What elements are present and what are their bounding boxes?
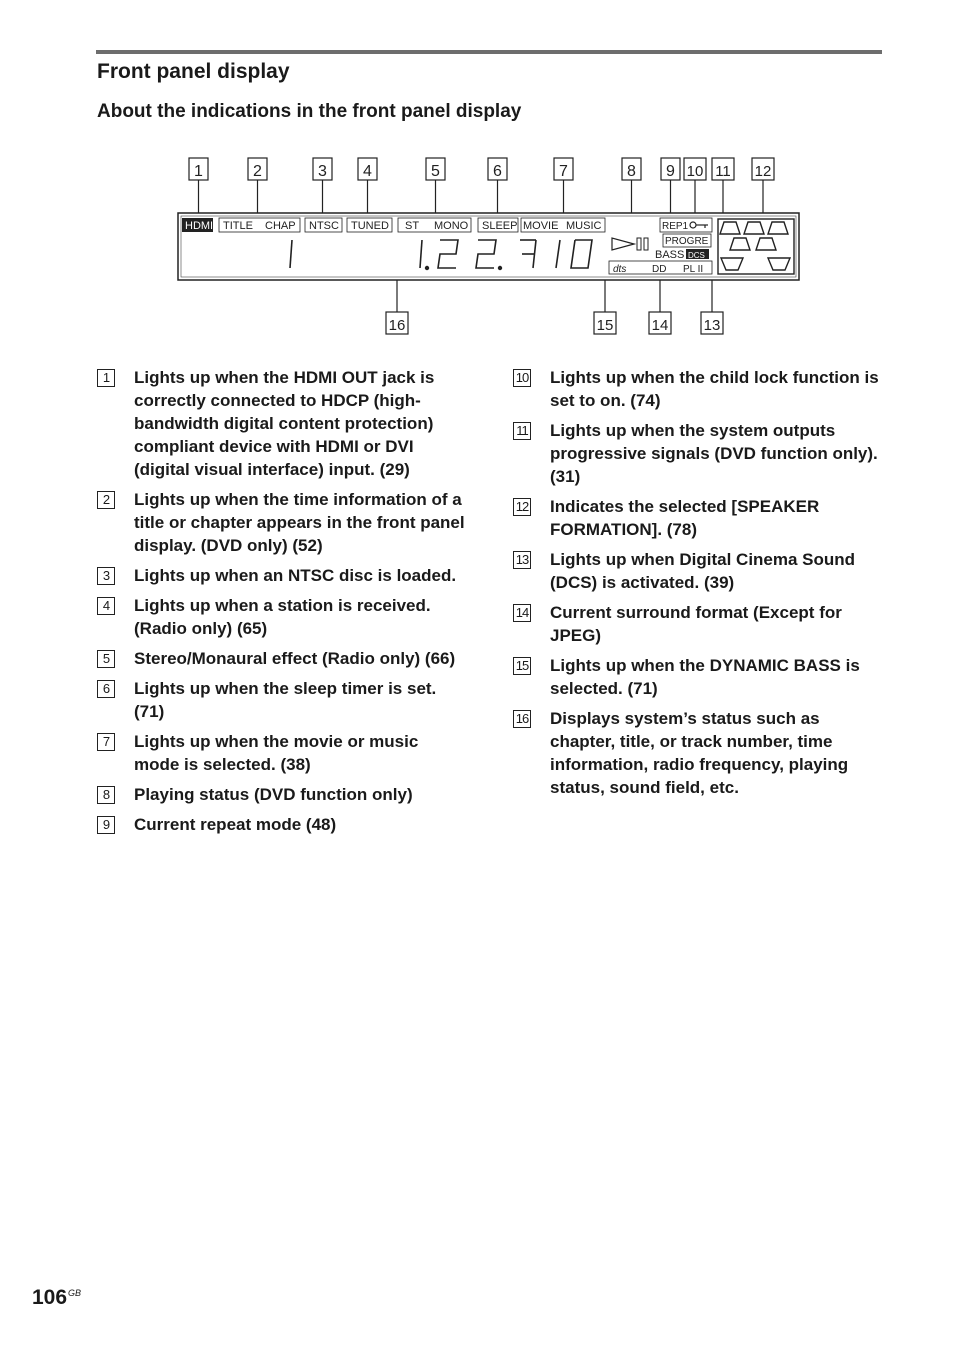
item-text: Lights up when the child lock function is set to on. (74) — [550, 368, 879, 410]
callout-label-13: 13 — [703, 317, 721, 334]
item-text: Lights up when Digital Cinema Sound (DCS) is activated. (39) — [550, 550, 856, 592]
callout-label-16: 16 — [388, 317, 406, 334]
item-text: Current surround format (Except for JPEG) — [550, 603, 842, 645]
music-indicator: MUSIC — [566, 220, 602, 232]
item-text: Stereo/Monaural effect (Radio only) (66) — [134, 649, 456, 668]
item-number: 11 — [513, 422, 531, 440]
item-text: Lights up when the DYNAMIC BASS is selected. (71) — [550, 656, 860, 698]
item-text: Lights up when the time information of a title or chapter appears in the front panel display. (DVD only) (52) — [134, 490, 465, 555]
callout-label-2: 2 — [253, 163, 262, 180]
item-number: 2 — [97, 491, 115, 509]
callout-label-4: 4 — [363, 163, 372, 180]
item-number: 7 — [97, 733, 115, 751]
item-text: Lights up when the system outputs progressive signals (DVD function only). (31) — [550, 421, 878, 486]
item-number: 13 — [513, 551, 531, 569]
hdmi-indicator: HDMI — [185, 220, 214, 232]
callout-label-10: 10 — [686, 163, 704, 180]
list-item — [513, 707, 883, 799]
movie-indicator: MOVIE — [523, 220, 559, 232]
section-title: Front panel display — [97, 60, 290, 83]
item-text: Lights up when a station is received. (Radio only) (65) — [134, 596, 431, 638]
list-item — [513, 419, 883, 488]
surround-dd-indicator: DD — [652, 264, 667, 275]
list-item — [97, 783, 467, 806]
subsection-title: About the indications in the front panel display — [97, 101, 522, 122]
item-number: 4 — [97, 597, 115, 615]
page-suffix: GB — [68, 1288, 82, 1298]
front-panel-diagram — [0, 0, 954, 350]
title-indicator: TITLE — [223, 220, 253, 232]
callout-label-14: 14 — [651, 317, 669, 334]
item-number: 8 — [97, 786, 115, 804]
mono-indicator: MONO — [434, 220, 469, 232]
item-text: Playing status (DVD function only) — [134, 785, 413, 804]
bass-indicator: BASS — [655, 249, 685, 261]
callout-label-12: 12 — [754, 163, 772, 180]
list-item — [97, 366, 467, 481]
callout-label-9: 9 — [666, 163, 675, 180]
descriptions-left — [97, 366, 467, 843]
item-number: 10 — [513, 369, 531, 387]
list-item — [513, 601, 883, 647]
callout-label-1: 1 — [194, 163, 203, 180]
item-text: Lights up when the sleep timer is set. (71) — [134, 679, 437, 721]
item-number: 12 — [513, 498, 531, 516]
surround-dts-indicator: dts — [613, 264, 627, 275]
callout-label-15: 15 — [596, 317, 614, 334]
item-number: 15 — [513, 657, 531, 675]
callout-label-6: 6 — [493, 163, 502, 180]
tuned-indicator: TUNED — [351, 220, 389, 232]
item-text: Current repeat mode (48) — [134, 815, 337, 834]
item-text: Lights up when the movie or music mode is selected. (38) — [134, 732, 419, 774]
item-number: 14 — [513, 604, 531, 622]
item-text: Lights up when an NTSC disc is loaded. — [134, 566, 457, 585]
callout-label-5: 5 — [431, 163, 440, 180]
rep1-indicator: REP1 — [662, 221, 689, 232]
list-item — [97, 594, 467, 640]
list-item — [513, 366, 883, 412]
list-item — [97, 730, 467, 776]
dcs-indicator: DCS — [688, 251, 705, 260]
item-text: Displays system’s status such as chapter, title, or track number, time information, radio frequency, playing status, sound field, etc. — [550, 709, 849, 797]
callout-label-8: 8 — [627, 163, 636, 180]
callout-label-7: 7 — [559, 163, 568, 180]
list-item — [513, 654, 883, 700]
item-number: 5 — [97, 650, 115, 668]
item-number: 9 — [97, 816, 115, 834]
callouts-bottom — [386, 312, 723, 334]
callout-label-3: 3 — [318, 163, 327, 180]
list-item — [97, 647, 467, 670]
list-item — [97, 488, 467, 557]
item-number: 1 — [97, 369, 115, 387]
item-text: Indicates the selected [SPEAKER FORMATION]. (78) — [550, 497, 820, 539]
page-number: 106 — [32, 1286, 68, 1309]
st-indicator: ST — [405, 220, 420, 232]
list-item — [97, 813, 467, 836]
item-number: 6 — [97, 680, 115, 698]
progre-indicator: PROGRE — [665, 236, 709, 247]
item-number: 16 — [513, 710, 531, 728]
item-number: 3 — [97, 567, 115, 585]
ntsc-indicator: NTSC — [309, 220, 339, 232]
list-item — [97, 677, 467, 723]
list-item — [513, 548, 883, 594]
sleep-indicator: SLEEP — [482, 220, 518, 232]
callout-label-11: 11 — [715, 163, 731, 180]
descriptions-right — [513, 366, 883, 806]
item-text: Lights up when the HDMI OUT jack is correctly connected to HDCP (high-bandwidth digital content protection) compliant device with HDMI or DVI (digital visual interface) input. (29) — [134, 368, 435, 479]
chap-indicator: CHAP — [265, 220, 296, 232]
list-item — [513, 495, 883, 541]
list-item — [97, 564, 467, 587]
surround-pl-indicator: PL II — [683, 264, 704, 275]
